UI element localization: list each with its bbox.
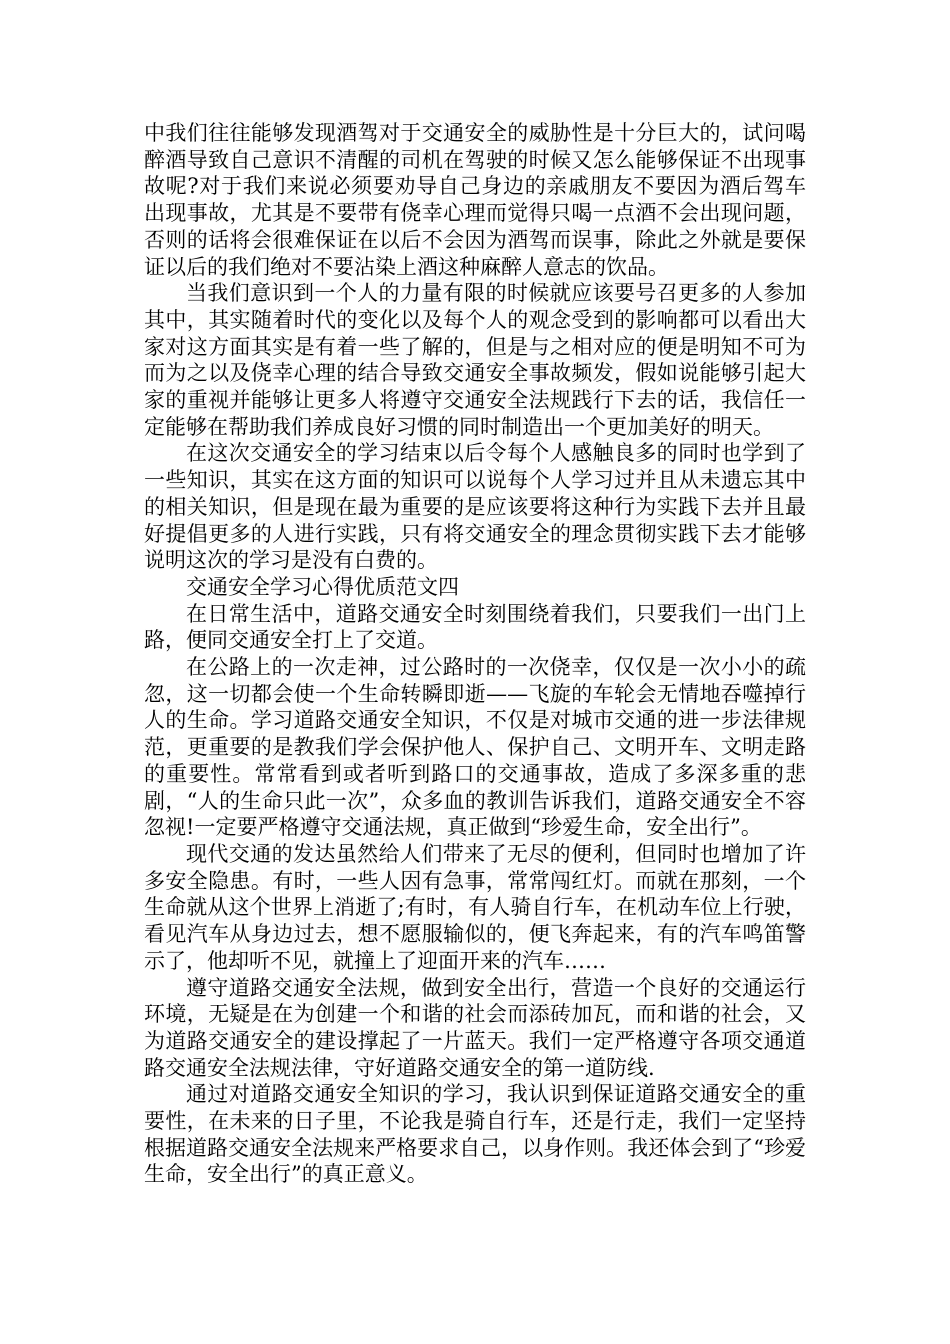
paragraph-3: 在这次交通安全的学习结束以后令每个人感触良多的同时也学到了一些知识，其实在这方面的知识可以说每个人学习过并且从未遗忘其中的相关知识，但是现在最为重要的是应该要将这种行为实践下去并且最好提倡更多的人进行实践，只有将交通安全的理念贯彻实践下去才能够说明这次的学习是没有白费的。 xyxy=(144,441,806,573)
paragraph-7: 遵守道路交通安全法规，做到安全出行，营造一个良好的交通运行环境，无疑是在为创建一个和谐的社会而添砖加瓦，而和谐的社会，又为道路交通安全的建设撑起了一片蓝天。我们一定严格遵守各项交通道路交通安全法规法律，守好道路交通安全的第一道防线. xyxy=(144,975,806,1080)
paragraph-4: 在日常生活中，道路交通安全时刻围绕着我们，只要我们一出门上路，便同交通安全打上了交道。 xyxy=(144,601,806,653)
paragraph-2: 当我们意识到一个人的力量有限的时候就应该要号召更多的人参加其中，其实随着时代的变化以及每个人的观念受到的影响都可以看出大家对这方面其实是有着一些了解的，但是与之相对应的便是明知不可为而为之以及侥幸心理的结合导致交通安全事故频发，假如说能够引起大家的重视并能够让更多人将遵守交通安全法规践行下去的话，我信任一定能够在帮助我们养成良好习惯的同时制造出一个更加美好的明天。 xyxy=(144,281,806,439)
paragraph-1: 中我们往往能够发现酒驾对于交通安全的威胁性是十分巨大的，试问喝醉酒导致自己意识不清醒的司机在驾驶的时候又怎么能够保证不出现事故呢?对于我们来说必须要劝导自己身边的亲戚朋友不要因为酒后驾车出现事故，尤其是不要带有侥幸心理而觉得只喝一点酒不会出现问题，否则的话将会很难保证在以后不会因为酒驾而误事，除此之外就是要保证以后的我们绝对不要沾染上酒这种麻醉人意志的饮品。 xyxy=(144,121,806,279)
paragraph-8: 通过对道路交通安全知识的学习，我认识到保证道路交通安全的重要性，在未来的日子里，不论我是骑自行车，还是行走，我们一定坚持根据道路交通安全法规来严格要求自己，以身作则。我还体会到了“珍爱生命，安全出行”的真正意义。 xyxy=(144,1082,806,1187)
paragraph-5: 在公路上的一次走神，过公路时的一次侥幸，仅仅是一次小小的疏忽，这一切都会使一个生命转瞬即逝——飞旋的车轮会无情地吞噬掉行人的生命。学习道路交通安全知识，不仅是对城市交通的进一步法律规范，更重要的是教我们学会保护他人、保护自己、文明开车、文明走路的重要性。常常看到或者听到路口的交通事故，造成了多深多重的悲剧，“人的生命只此一次”，众多血的教训告诉我们，道路交通安全不容忽视!一定要严格遵守交通法规，真正做到“珍爱生命，安全出行”。 xyxy=(144,655,806,840)
paragraph-6: 现代交通的发达虽然给人们带来了无尽的便利，但同时也增加了许多安全隐患。有时，一些人因有急事，常常闯红灯。而就在那刻，一个生命就从这个世界上消逝了;有时，有人骑自行车，在机动车位上行驶，看见汽车从身边过去，想不愿服输似的，便飞奔起来，有的汽车鸣笛警示了，他却听不见，就撞上了迎面开来的汽车…… xyxy=(144,841,806,973)
section-heading: 交通安全学习心得优质范文四 xyxy=(186,574,459,599)
document-body xyxy=(144,120,806,1188)
